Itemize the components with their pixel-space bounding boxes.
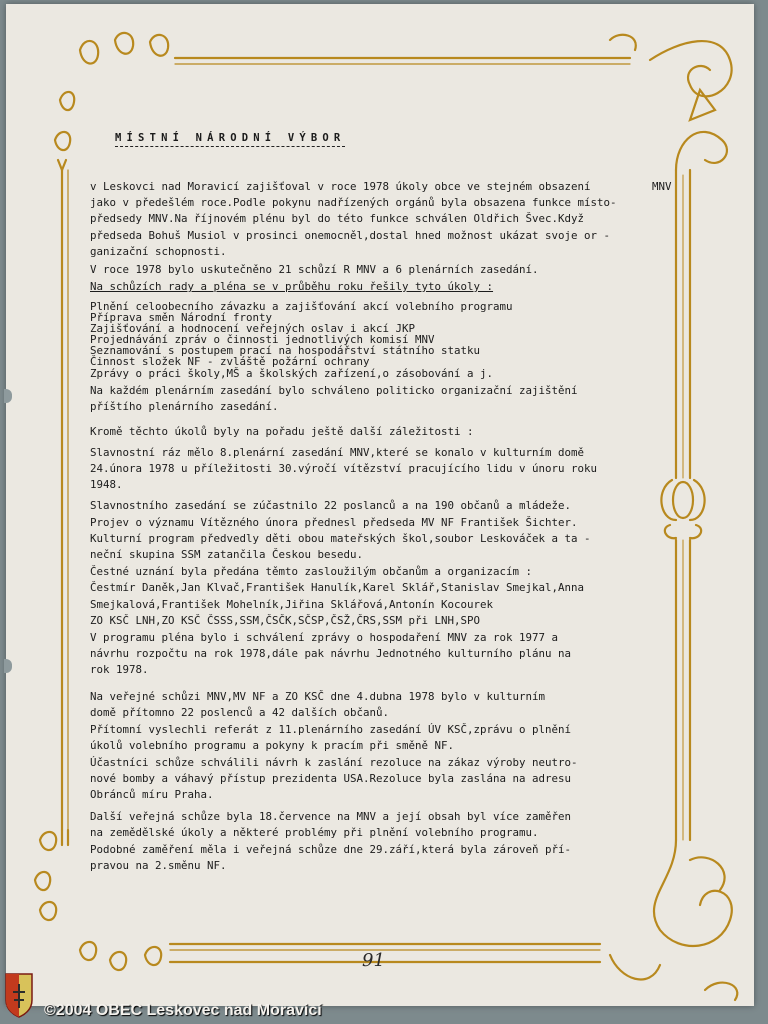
text-line: Slavnostního zasedání se zúčastnilo 22 poslanců a na 190 občanů a mládeže. xyxy=(90,499,572,512)
text-line: Kulturní program předvedly děti obou mateřských škol,soubor Leskováček a ta - xyxy=(90,532,591,545)
text-line: Čestné uznání byla předána těmto zasloužilým občanům a organizacím : xyxy=(90,565,533,578)
text-line: domě přítomno 22 poslenců a 42 dalších občanů. xyxy=(90,706,390,719)
text-line: předseda Bohuš Musiol v prosinci onemocněl,dostal hned možnost ukázat svoje or - xyxy=(90,229,611,242)
text-line: neční skupina SSM zatančila Českou besedu. xyxy=(90,548,364,561)
list-item: Projednávání zpráv o činnosti jednotlivých komisí MNV xyxy=(90,333,435,346)
text-line: úkolů volebního programu a pokyny k pracím při směně NF. xyxy=(90,739,455,752)
text-line: ZO KSČ LNH,ZO KSČ ČSSS,SSM,ČSČK,SČSP,ČSŽ,ČRS,SSM při LNH,SPO xyxy=(90,614,481,627)
list-item: Plnění celoobecního závazku a zajišťování akcí volebního programu xyxy=(90,300,513,313)
list-item: Příprava směn Národní fronty xyxy=(90,311,273,324)
text-line: 24.února 1978 u příležitosti 30.výročí vítězství pracujícího lidu v únoru roku xyxy=(90,462,598,475)
text-line: Na každém plenárním zasedání bylo schváleno politicko organizační zajištění xyxy=(90,384,578,397)
list-item: Zprávy o práci školy,MŠ a školských zařízení,o zásobování a j. xyxy=(90,367,494,380)
text-line: Smejkalová,František Mohelník,Jiřina Sklářová,Antonín Kocourek xyxy=(90,598,494,611)
list-item: Zajišťování a hodnocení veřejných oslav i akcí JKP xyxy=(90,322,416,335)
text-line: Obránců míru Praha. xyxy=(90,788,214,801)
side-note: MNV xyxy=(652,180,672,193)
text-line: Čestmír Daněk,Jan Klvač,František Hanulík,Karel Sklář,Stanislav Smejkal,Anna xyxy=(90,581,585,594)
text-line: Projev o významu Vítězného února přednesl předseda MV NF František Šichter. xyxy=(90,516,578,529)
text-line: nové bomby a váhavý přístup prezidenta USA.Rezoluce byla zaslána na adresu xyxy=(90,772,572,785)
list-item: Seznamování s postupem prací na hospodářství státního statku xyxy=(90,344,481,357)
text-line: Na schůzích rady a pléna se v průběhu roku řešily tyto úkoly : xyxy=(90,280,494,293)
text-line: Kromě těchto úkolů byly na pořadu ještě další záležitosti : xyxy=(90,425,474,438)
coat-of-arms-icon xyxy=(4,972,34,1018)
text-line: V roce 1978 bylo uskutečněno 21 schůzí R MNV a 6 plenárních zasedání. xyxy=(90,263,539,276)
text-line: Slavnostní ráz mělo 8.plenární zasedání MNV,které se konalo v kulturním domě xyxy=(90,446,585,459)
text-line: Přítomní vyslechli referát z 11.plenárního zasedání ÚV KSČ,zprávu o plnění xyxy=(90,723,572,736)
document-title: MÍSTNÍ NÁRODNÍ VÝBOR xyxy=(115,132,345,147)
text-line: ganizační schopnosti. xyxy=(90,245,227,258)
text-line: jako v předešlém roce.Podle pokynu nadřízených orgánů byla obsazena funkce místo- xyxy=(90,196,617,209)
text-line: Další veřejná schůze byla 18.července na MNV a její obsah byl více zaměřen xyxy=(90,810,572,823)
text-line: V programu pléna bylo i schválení zprávy o hospodaření MNV za rok 1977 a xyxy=(90,631,559,644)
text-line: rok 1978. xyxy=(90,663,149,676)
text-line: 1948. xyxy=(90,478,123,491)
text-line: návrhu rozpočtu na rok 1978,dále pak návrhu Jednotného kulturního plánu na xyxy=(90,647,572,660)
text-line: v Leskovci nad Moravicí zajišťoval v roce 1978 úkoly obce ve stejném obsazení xyxy=(90,180,591,193)
text-line: na zemědělské úkoly a některé problémy při plnění volebního programu. xyxy=(90,826,539,839)
list-item: Činnost složek NF - zvláště požární ochrany xyxy=(90,355,370,368)
text-line: předsedy MNV.Na říjnovém plénu byl do této funkce schválen Oldřich Švec.Když xyxy=(90,212,585,225)
text-line: příštího plenárního zasedání. xyxy=(90,400,279,413)
text-line: Účastníci schůze schválili návrh k zaslání rezoluce na zákaz výroby neutro- xyxy=(90,756,578,769)
text-line: Na veřejné schůzi MNV,MV NF a ZO KSČ dne 4.dubna 1978 bylo v kulturním xyxy=(90,690,546,703)
text-line: pravou na 2.směnu NF. xyxy=(90,859,227,872)
text-line: Podobné zaměření měla i veřejná schůze dne 29.září,která byla zároveň pří- xyxy=(90,843,572,856)
copyright-footer: ©2004 OBEC Leskovec nad Moravicí xyxy=(44,1002,322,1019)
page-number: 91 xyxy=(362,950,385,971)
